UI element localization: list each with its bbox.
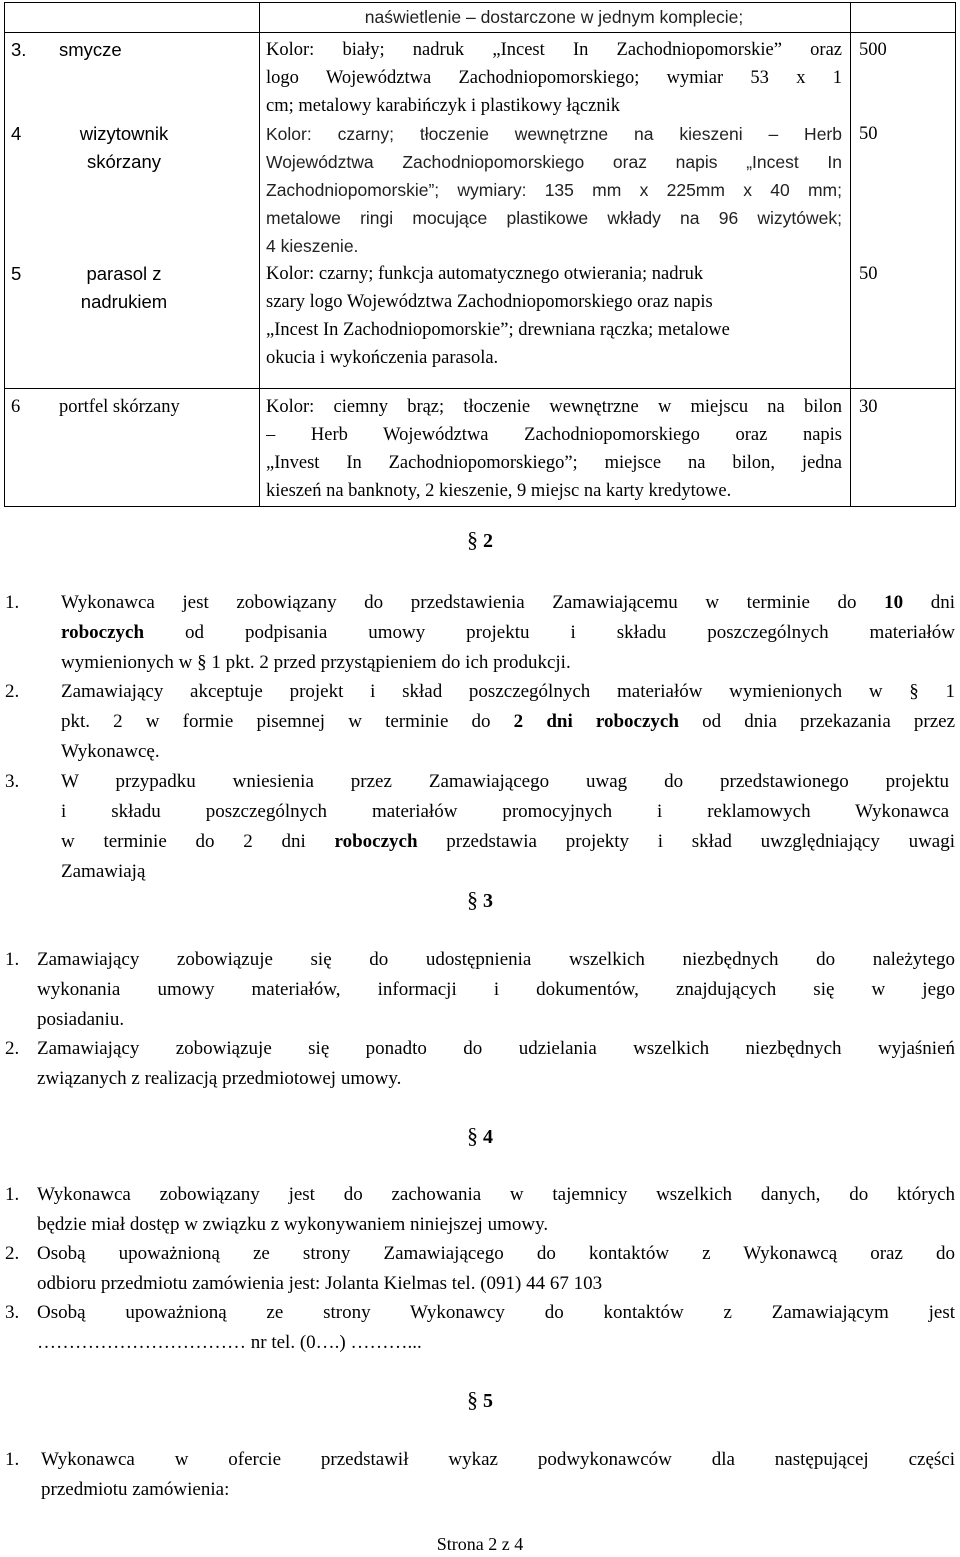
row6-desc-line: kieszeń na banknoty, 2 kieszenie, 9 miejsc na karty kredytowe. xyxy=(266,481,732,501)
text-line: W przypadku wniesienia przez Zamawiającego uwag do przedstawionego projektu xyxy=(61,771,949,792)
table-row xyxy=(5,33,956,121)
section-glyph: § xyxy=(467,1387,478,1412)
row5-desc-line: okucia i wykończenia parasola. xyxy=(266,348,499,368)
row6-qty: 30 xyxy=(859,397,878,417)
paragraph-5-1 xyxy=(5,1445,955,1505)
text-line: wykonania umowy materiałów, informacji i dokumentów, znajdujących się w jego xyxy=(37,979,955,1000)
section-number: 4 xyxy=(483,1126,493,1148)
row4-desc-line: 4 kieszenie. xyxy=(266,236,359,256)
text-line xyxy=(61,827,955,857)
section-glyph: § xyxy=(467,887,478,912)
item-number: 3. xyxy=(5,1302,20,1323)
text-line: posiadaniu. xyxy=(37,1009,125,1030)
section-number: 3 xyxy=(483,890,493,912)
section-glyph: § xyxy=(467,1123,478,1148)
item-number: 2. xyxy=(5,681,20,702)
row6-desc-line: „Invest In Zachodniopomorskiego”; miejsce na bilon, jedna xyxy=(266,453,842,473)
row5-name-line: parasol z xyxy=(86,263,162,284)
bold-span: 10 xyxy=(884,592,904,613)
text-span: od dnia przekazania przez xyxy=(702,711,956,732)
paragraph-3-1 xyxy=(5,945,955,1035)
row4-desc-line: metalowe ringi mocujące plastikowe wkłady na 96 wizytówek; xyxy=(266,208,842,228)
row3-num: 3. xyxy=(11,39,27,60)
table-row xyxy=(5,389,956,507)
item-number: 1. xyxy=(5,1449,20,1470)
row3-desc-line: logo Województwa Zachodniopomorskiego; wymiar 53 x 1 xyxy=(266,68,842,88)
text-line: związanych z realizacją przedmiotowej umowy. xyxy=(37,1068,402,1089)
item-number: 3. xyxy=(5,771,20,792)
item-number: 1. xyxy=(5,1184,20,1205)
section-number: 2 xyxy=(483,530,493,552)
text-span: przedstawia projekty i skład uwzględniający uwagi xyxy=(446,831,956,852)
paragraph-2-3 xyxy=(5,767,955,887)
text-line: …………………………… nr tel. (0….) ………... xyxy=(37,1332,422,1353)
row3-desc-line: cm; metalowy karabińczyk i plastikowy łącznik xyxy=(266,96,620,116)
text-line: przedmiotu zamówienia: xyxy=(41,1479,230,1500)
row4-name-line: skórzany xyxy=(86,151,162,172)
text-line: Zamawiający zobowiązuje się do udostępnienia wszelkich niezbędnych do należytego xyxy=(37,949,955,970)
text-span: Wykonawca jest zobowiązany do przedstawienia Zamawiającemu w terminie do xyxy=(61,592,857,613)
text-line: Zamawiający zobowiązuje się ponadto do udzielania wszelkich niezbędnych wyjaśnień xyxy=(37,1038,955,1059)
text-line xyxy=(61,618,955,648)
text-line: Wykonawca w ofercie przedstawił wykaz podwykonawców dla następującej części xyxy=(41,1449,955,1470)
text-line: Zamawiający akceptuje projekt i skład poszczególnych materiałów wymienionych w § 1 xyxy=(61,681,955,702)
row0-desc: naświetlenie – dostarczone w jednym komplecie; xyxy=(364,7,744,27)
row5-desc-line: szary logo Województwa Zachodniopomorskiego oraz napis xyxy=(266,292,713,312)
bold-span: roboczych xyxy=(334,831,418,852)
row5-desc-line: Kolor: czarny; funkcja automatycznego otwierania; nadruk xyxy=(266,264,704,284)
text-line: Zamawiają xyxy=(61,861,146,882)
table-row xyxy=(5,120,956,260)
bold-span: 2 dni roboczych xyxy=(513,711,679,732)
row5-qty: 50 xyxy=(859,264,878,284)
text-line xyxy=(61,707,955,737)
row5-name-line: nadrukiem xyxy=(80,291,168,312)
row4-desc-line: Województwa Zachodniopomorskiego oraz napis „Incest In xyxy=(266,152,842,172)
bold-span: roboczych xyxy=(61,622,145,643)
paragraph-4-1 xyxy=(5,1180,955,1240)
text-line: wymienionych w § 1 pkt. 2 przed przystąpieniem do ich produkcji. xyxy=(61,652,571,673)
section-heading-4 xyxy=(0,1123,960,1149)
text-line: będzie miał dostęp w związku z wykonywaniem niniejszej umowy. xyxy=(37,1214,549,1235)
paragraph-4-2 xyxy=(5,1239,955,1299)
row3-name: smycze xyxy=(59,39,122,60)
text-line: Osobą upoważnioną ze strony Wykonawcy do kontaktów z Zamawiającym jest xyxy=(37,1302,955,1323)
paragraph-4-3 xyxy=(5,1298,955,1358)
paragraph-3-2 xyxy=(5,1034,955,1094)
row6-name: portfel skórzany xyxy=(59,397,180,417)
row6-desc-line: Kolor: ciemny brąz; tłoczenie wewnętrzne w miejscu na bilon xyxy=(266,397,842,417)
section-number: 5 xyxy=(483,1390,493,1412)
row6-num: 6 xyxy=(11,397,21,417)
page-footer: Strona 2 z 4 xyxy=(436,1534,524,1554)
items-table xyxy=(4,2,956,507)
table-row xyxy=(5,260,956,389)
section-glyph: § xyxy=(467,527,478,552)
item-number: 1. xyxy=(5,592,20,613)
row3-desc-line: Kolor: biały; nadruk „Incest In Zachodniopomorskie” oraz xyxy=(266,40,842,60)
row4-desc-line: Kolor: czarny; tłoczenie wewnętrzne na kieszeni – Herb xyxy=(266,124,842,144)
item-number: 2. xyxy=(5,1038,20,1059)
text-span: pkt. 2 w formie pisemnej w terminie do xyxy=(61,711,491,732)
paragraph-2-1 xyxy=(5,588,955,678)
section-heading-2 xyxy=(0,527,960,553)
row4-num: 4 xyxy=(11,123,22,144)
text-span: od podpisania umowy projektu i składu poszczególnych materiałów xyxy=(185,622,956,643)
row4-name-line: wizytownik xyxy=(79,123,169,144)
text-line: i składu poszczególnych materiałów promocyjnych i reklamowych Wykonawca xyxy=(61,801,949,822)
text-line: odbioru przedmiotu zamówienia jest: Jolanta Kielmas tel. (091) 44 67 103 xyxy=(37,1273,603,1294)
text-line: Wykonawcę. xyxy=(61,741,160,762)
row3-qty: 500 xyxy=(859,40,887,60)
text-line xyxy=(61,588,955,618)
row5-num: 5 xyxy=(11,263,22,284)
item-number: 2. xyxy=(5,1243,20,1264)
row4-qty: 50 xyxy=(859,124,878,144)
row4-desc-line: Zachodniopomorskie”; wymiary: 135 mm x 225mm x 40 mm; xyxy=(266,180,842,200)
paragraph-2-2 xyxy=(5,677,955,767)
text-span: w terminie do 2 dni xyxy=(61,831,306,852)
text-span: dni xyxy=(930,592,955,613)
section-heading-3 xyxy=(0,887,960,913)
table-row xyxy=(5,3,956,33)
row6-desc-line: – Herb Województwa Zachodniopomorskiego oraz napis xyxy=(266,425,842,445)
item-number: 1. xyxy=(5,949,20,970)
row5-desc-line: „Incest In Zachodniopomorskie”; drewniana rączka; metalowe xyxy=(266,320,730,340)
text-line: Osobą upoważnioną ze strony Zamawiającego do kontaktów z Wykonawcą oraz do xyxy=(37,1243,955,1264)
section-heading-5 xyxy=(0,1387,960,1413)
text-line: Wykonawca zobowiązany jest do zachowania w tajemnicy wszelkich danych, do których xyxy=(37,1184,955,1205)
